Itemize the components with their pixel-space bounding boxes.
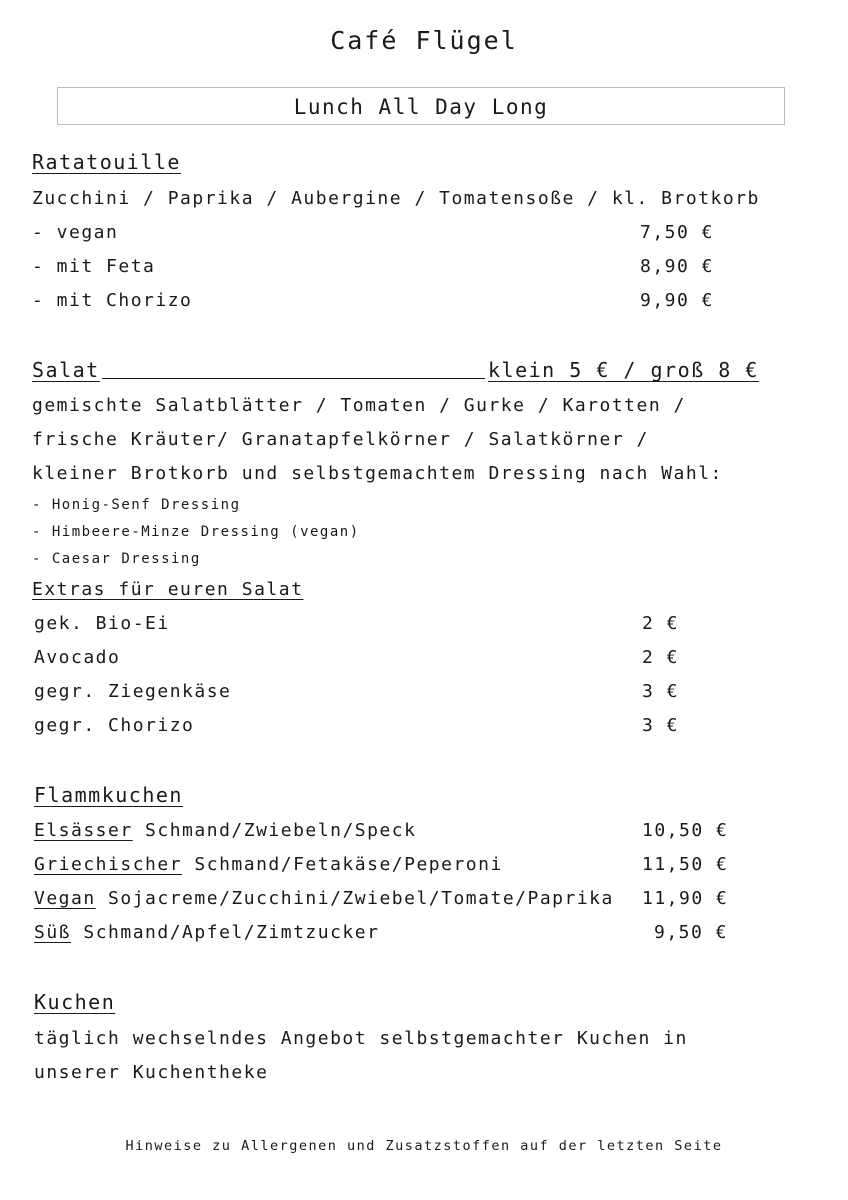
flammkuchen-item (34, 820, 416, 841)
extras-heading: Extras für euren Salat (32, 579, 304, 600)
ratatouille-option-price: 7,50 € (640, 222, 715, 243)
allergen-footnote: Hinweise zu Allergenen und Zusatzstoffen auf der letzten Seite (125, 1138, 723, 1154)
dressing-item: - Himbeere-Minze Dressing (vegan) (32, 524, 360, 540)
flammkuchen-toppings: Sojacreme/Zucchini/Zwiebel/Tomate/Paprika (108, 888, 614, 909)
menu-title: Café Flügel (330, 26, 518, 55)
flammkuchen-price: 9,50 € (654, 922, 729, 943)
section-heading-salat: Salat (32, 358, 100, 382)
salat-description-line: frische Kräuter/ Granatapfelkörner / Salatkörner / (32, 429, 649, 450)
flammkuchen-item (34, 854, 503, 875)
extra-item-price: 3 € (642, 681, 680, 702)
extra-item-price: 2 € (642, 647, 680, 668)
ratatouille-option-label: - vegan (32, 222, 119, 243)
salat-leader-line (102, 378, 485, 379)
kuchen-description-line: täglich wechselndes Angebot selbstgemachter Kuchen in (34, 1028, 688, 1049)
flammkuchen-name: Griechischer (34, 854, 183, 875)
section-heading-kuchen: Kuchen (34, 990, 116, 1014)
flammkuchen-item (34, 888, 614, 909)
flammkuchen-toppings: Schmand/Zwiebeln/Speck (145, 820, 417, 841)
extra-item-label: Avocado (34, 647, 121, 668)
extra-item-price: 2 € (642, 613, 680, 634)
extra-item-label: gegr. Ziegenkäse (34, 681, 232, 702)
flammkuchen-toppings: Schmand/Fetakäse/Peperoni (194, 854, 503, 875)
flammkuchen-name: Süß (34, 922, 72, 943)
flammkuchen-toppings: Schmand/Apfel/Zimtzucker (83, 922, 380, 943)
flammkuchen-item (34, 922, 379, 943)
salat-description-line: gemischte Salatblätter / Tomaten / Gurke / Karotten / (32, 395, 686, 416)
ratatouille-description: Zucchini / Paprika / Aubergine / Tomatensoße / kl. Brotkorb (32, 188, 760, 209)
extra-item-label: gegr. Chorizo (34, 715, 195, 736)
ratatouille-option-label: - mit Chorizo (32, 290, 193, 311)
salat-price: klein 5 € / groß 8 € (488, 358, 759, 382)
extra-item-price: 3 € (642, 715, 680, 736)
section-heading-flammkuchen: Flammkuchen (34, 783, 183, 807)
ratatouille-option-label: - mit Feta (32, 256, 156, 277)
menu-subtitle-banner: Lunch All Day Long (57, 87, 785, 125)
extra-item-label: gek. Bio-Ei (34, 613, 170, 634)
flammkuchen-name: Vegan (34, 888, 96, 909)
flammkuchen-price: 11,90 € (642, 888, 729, 909)
flammkuchen-name: Elsässer (34, 820, 133, 841)
section-heading-ratatouille: Ratatouille (32, 150, 181, 174)
kuchen-description-line: unserer Kuchentheke (34, 1062, 269, 1083)
salat-description-line: kleiner Brotkorb und selbstgemachtem Dressing nach Wahl: (32, 463, 723, 484)
dressing-item: - Caesar Dressing (32, 551, 201, 567)
flammkuchen-price: 10,50 € (642, 820, 729, 841)
ratatouille-option-price: 9,90 € (640, 290, 715, 311)
flammkuchen-price: 11,50 € (642, 854, 729, 875)
dressing-item: - Honig-Senf Dressing (32, 497, 241, 513)
ratatouille-option-price: 8,90 € (640, 256, 715, 277)
